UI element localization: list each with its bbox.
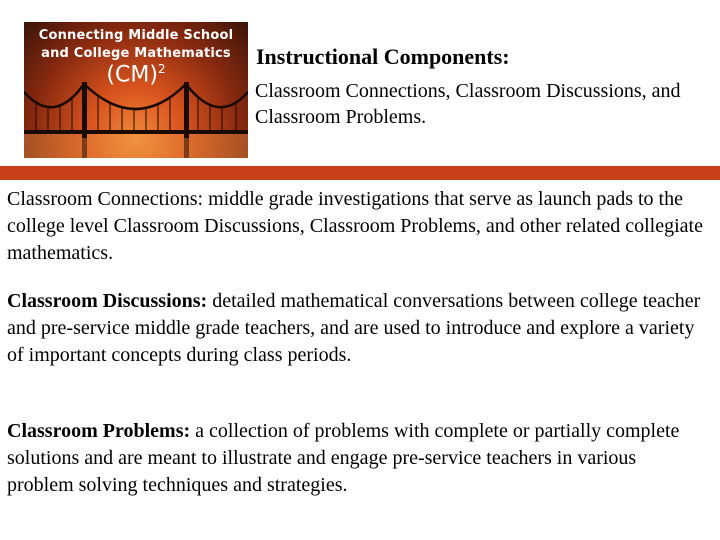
logo-title-line1: Connecting Middle School xyxy=(38,28,234,43)
section-classroom-problems xyxy=(7,418,707,499)
page-title: Instructional Components: xyxy=(256,44,510,69)
divider-bar xyxy=(0,166,720,180)
logo-superscript: 2 xyxy=(157,62,166,76)
section-term: Classroom Discussions: xyxy=(7,290,208,312)
page-subtitle: Classroom Connections, Classroom Discussions, and Classroom Problems. xyxy=(255,80,681,128)
section-definition: detailed mathematical conversations between college teacher and pre-service middle grade teachers, and are used to introduce and explore a variety of important concepts during class periods. xyxy=(7,290,701,366)
section-term: Classroom Connections xyxy=(7,188,198,210)
logo-acronym xyxy=(24,62,248,87)
cm2-logo xyxy=(24,22,248,158)
section-term: Classroom Problems: xyxy=(7,420,191,442)
section-classroom-connections xyxy=(7,186,707,267)
section-classroom-discussions xyxy=(7,288,707,369)
logo-acronym-text: (CM) xyxy=(106,62,158,88)
logo-title-line2: and College Mathematics xyxy=(41,46,231,61)
section-definition: a collection of problems with complete or partially complete solutions and are meant to illustrate and engage pre-service teachers in various problem solving techniques and strategies. xyxy=(7,420,680,496)
section-definition: : middle grade investigations that serve as launch pads to the college level Classroom Discussions, Classroom Problems, and other related collegiate mathematics. xyxy=(7,188,703,264)
